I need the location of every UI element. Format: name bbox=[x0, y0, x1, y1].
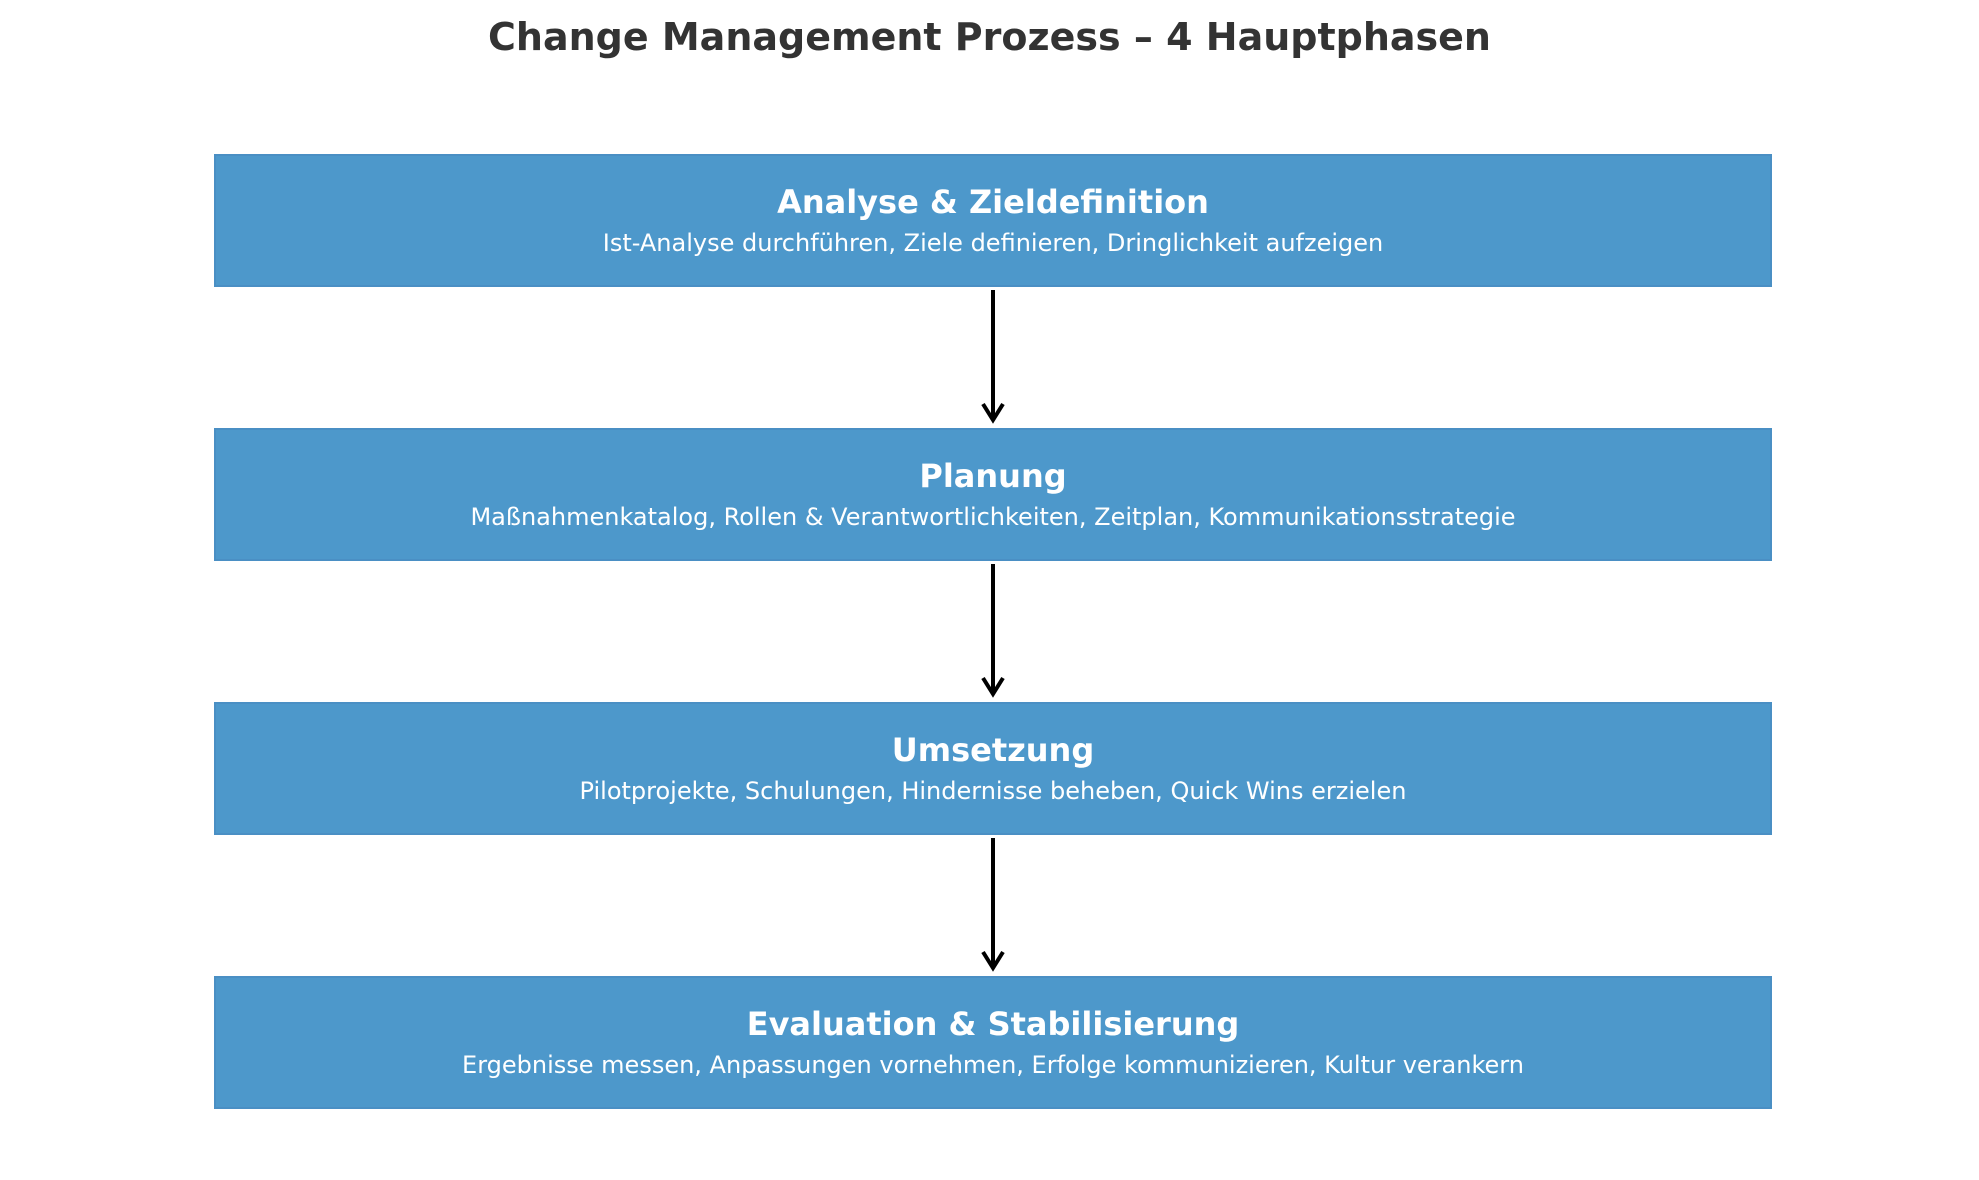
phase-box-umsetzung bbox=[214, 702, 1772, 835]
flow-arrow-1 bbox=[970, 288, 1016, 426]
phase-box-evaluation bbox=[214, 976, 1772, 1109]
phase-description: Ist-Analyse durchführen, Ziele definieren, Dringlichkeit aufzeigen bbox=[602, 228, 1384, 257]
flow-arrow-3 bbox=[970, 836, 1016, 974]
phase-description: Pilotprojekte, Schulungen, Hindernisse beheben, Quick Wins erzielen bbox=[579, 776, 1407, 805]
phase-title: Umsetzung bbox=[891, 730, 1095, 769]
phase-description: Ergebnisse messen, Anpassungen vornehmen, Erfolge kommunizieren, Kultur verankern bbox=[462, 1050, 1524, 1079]
diagram-title: Change Management Prozess – 4 Hauptphasen bbox=[488, 15, 1491, 59]
phase-title: Evaluation & Stabilisierung bbox=[746, 1004, 1240, 1043]
phase-title: Analyse & Zieldefinition bbox=[777, 182, 1209, 221]
phase-description: Maßnahmenkatalog, Rollen & Verantwortlichkeiten, Zeitplan, Kommunikationsstrategie bbox=[470, 502, 1516, 531]
phase-title: Planung bbox=[919, 456, 1067, 495]
phase-box-planung bbox=[214, 428, 1772, 561]
phase-box-analyse bbox=[214, 154, 1772, 287]
flow-arrow-2 bbox=[970, 562, 1016, 700]
